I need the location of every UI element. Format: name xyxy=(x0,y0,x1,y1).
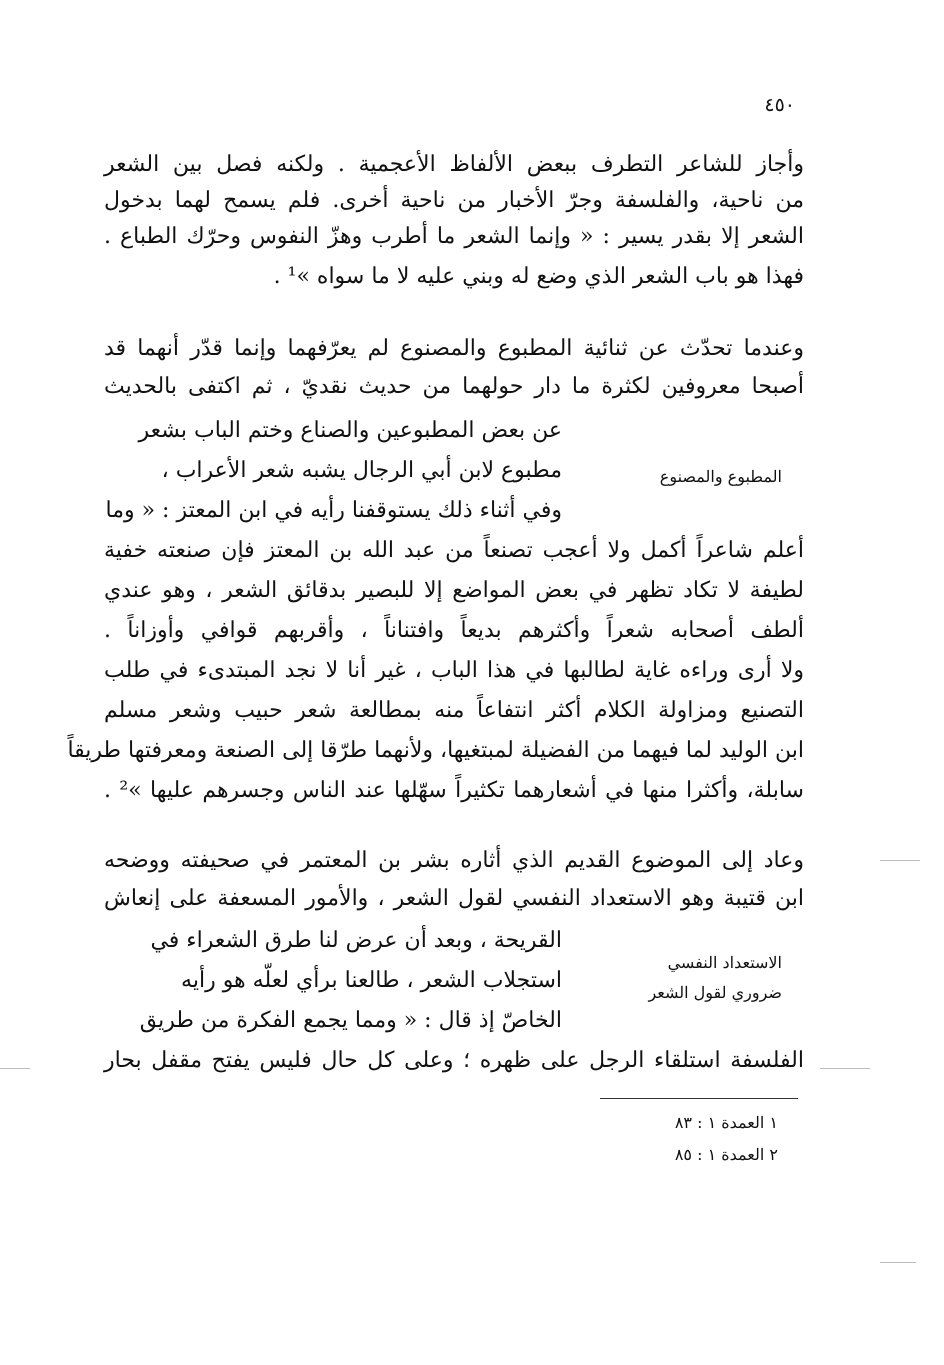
paragraph-line: سابلة، وأكثرا منها في أشعارهما تكثيراً سهّلها عند الناس وجسرهم عليها »² . xyxy=(104,778,804,803)
paragraph-line: وعندما تحدّث عن ثنائية المطبوع والمصنوع لم يعرّفهما وإنما قدّر أنهما قد xyxy=(104,336,804,361)
paragraph-line: وعاد إلى الموضوع القديم الذي أثاره بشر بن المعتمر في صحيفته ووضحه xyxy=(104,848,804,873)
paragraph-line: الشعر إلا بقدر يسير : « وإنما الشعر ما أطرب وهزّ النفوس وحرّك الطباع . xyxy=(104,224,804,249)
footnote: ٢ العمدة ١ : ٨٥ xyxy=(674,1145,778,1164)
paragraph-line: ألطف أصحابه شعراً وأكثرهم بديعاً وافتناناً ، وأقربهم قوافي وأوزاناً . xyxy=(104,618,804,643)
footnote-separator xyxy=(600,1098,798,1099)
paragraph-line-inset: عن بعض المطبوعين والصناع وختم الباب بشعر xyxy=(138,418,562,443)
paragraph-line: ابن الوليد لما فيهما من الفضيلة لمبتغيها، ولأنهما طرّقا إلى الصنعة ومعرفتها طريقاً xyxy=(67,738,804,763)
paragraph-line-inset: استجلاب الشعر ، طالعنا برأي لعلّه هو رأيه xyxy=(181,968,562,993)
paragraph-line: أصبحا معروفين لكثرة ما دار حولهما من حديث نقديّ ، ثم اكتفى بالحديث xyxy=(104,374,804,399)
margin-note: المطبوع والمصنوع xyxy=(659,467,782,486)
paragraph-line-inset: القريحة ، وبعد أن عرض لنا طرق الشعراء في xyxy=(150,928,562,953)
paragraph-line: الفلسفة استلقاء الرجل على ظهره ؛ وعلى كل حال فليس يفتح مقفل بحار xyxy=(104,1048,804,1073)
footnote: ١ العمدة ١ : ٨٣ xyxy=(674,1113,778,1132)
page-number: ٤٥٠ xyxy=(764,94,795,116)
scan-mark xyxy=(880,860,920,861)
paragraph-line: ولا أرى وراءه غاية لطالبها في هذا الباب ، غير أنا لا نجد المبتدىء في طلب xyxy=(104,658,804,683)
paragraph-line: لطيفة لا تكاد تظهر في بعض المواضع إلا للبصير بدقائق الشعر ، وهو عندي xyxy=(104,578,804,603)
scan-mark xyxy=(820,1068,870,1069)
paragraph-line: وأجاز للشاعر التطرف ببعض الألفاظ الأعجمية . ولكنه فصل بين الشعر xyxy=(104,152,804,177)
paragraph-line-inset: مطبوع لابن أبي الرجال يشبه شعر الأعراب ، xyxy=(161,458,562,483)
margin-note: ضروري لقول الشعر xyxy=(648,983,782,1002)
paragraph-line: من ناحية، والفلسفة وجرّ الأخبار من ناحية أخرى. فلم يسمح لهما بدخول xyxy=(104,188,804,213)
paragraph-line: التصنيع ومزاولة الكلام أكثر انتفاعاً منه بمطالعة شعر حبيب وشعر مسلم xyxy=(104,698,804,723)
margin-note: الاستعداد النفسي xyxy=(667,953,782,972)
scan-mark xyxy=(0,1068,30,1069)
paragraph-line: ابن قتيبة وهو الاستعداد النفسي لقول الشعر ، والأمور المسعفة على إنعاش xyxy=(104,886,804,911)
paragraph-line: فهذا هو باب الشعر الذي وضع له وبني عليه لا ما سواه »¹ . xyxy=(273,264,804,289)
paragraph-line: أعلم شاعراً أكمل ولا أعجب تصنعاً من عبد الله بن المعتز فإن صنعته خفية xyxy=(104,538,804,563)
paragraph-line-inset: الخاصّ إذ قال : « ومما يجمع الفكرة من طريق xyxy=(139,1008,562,1033)
scan-mark xyxy=(880,1262,916,1263)
paragraph-line-inset: وفي أثناء ذلك يستوقفنا رأيه في ابن المعتز : « وما xyxy=(105,498,562,523)
